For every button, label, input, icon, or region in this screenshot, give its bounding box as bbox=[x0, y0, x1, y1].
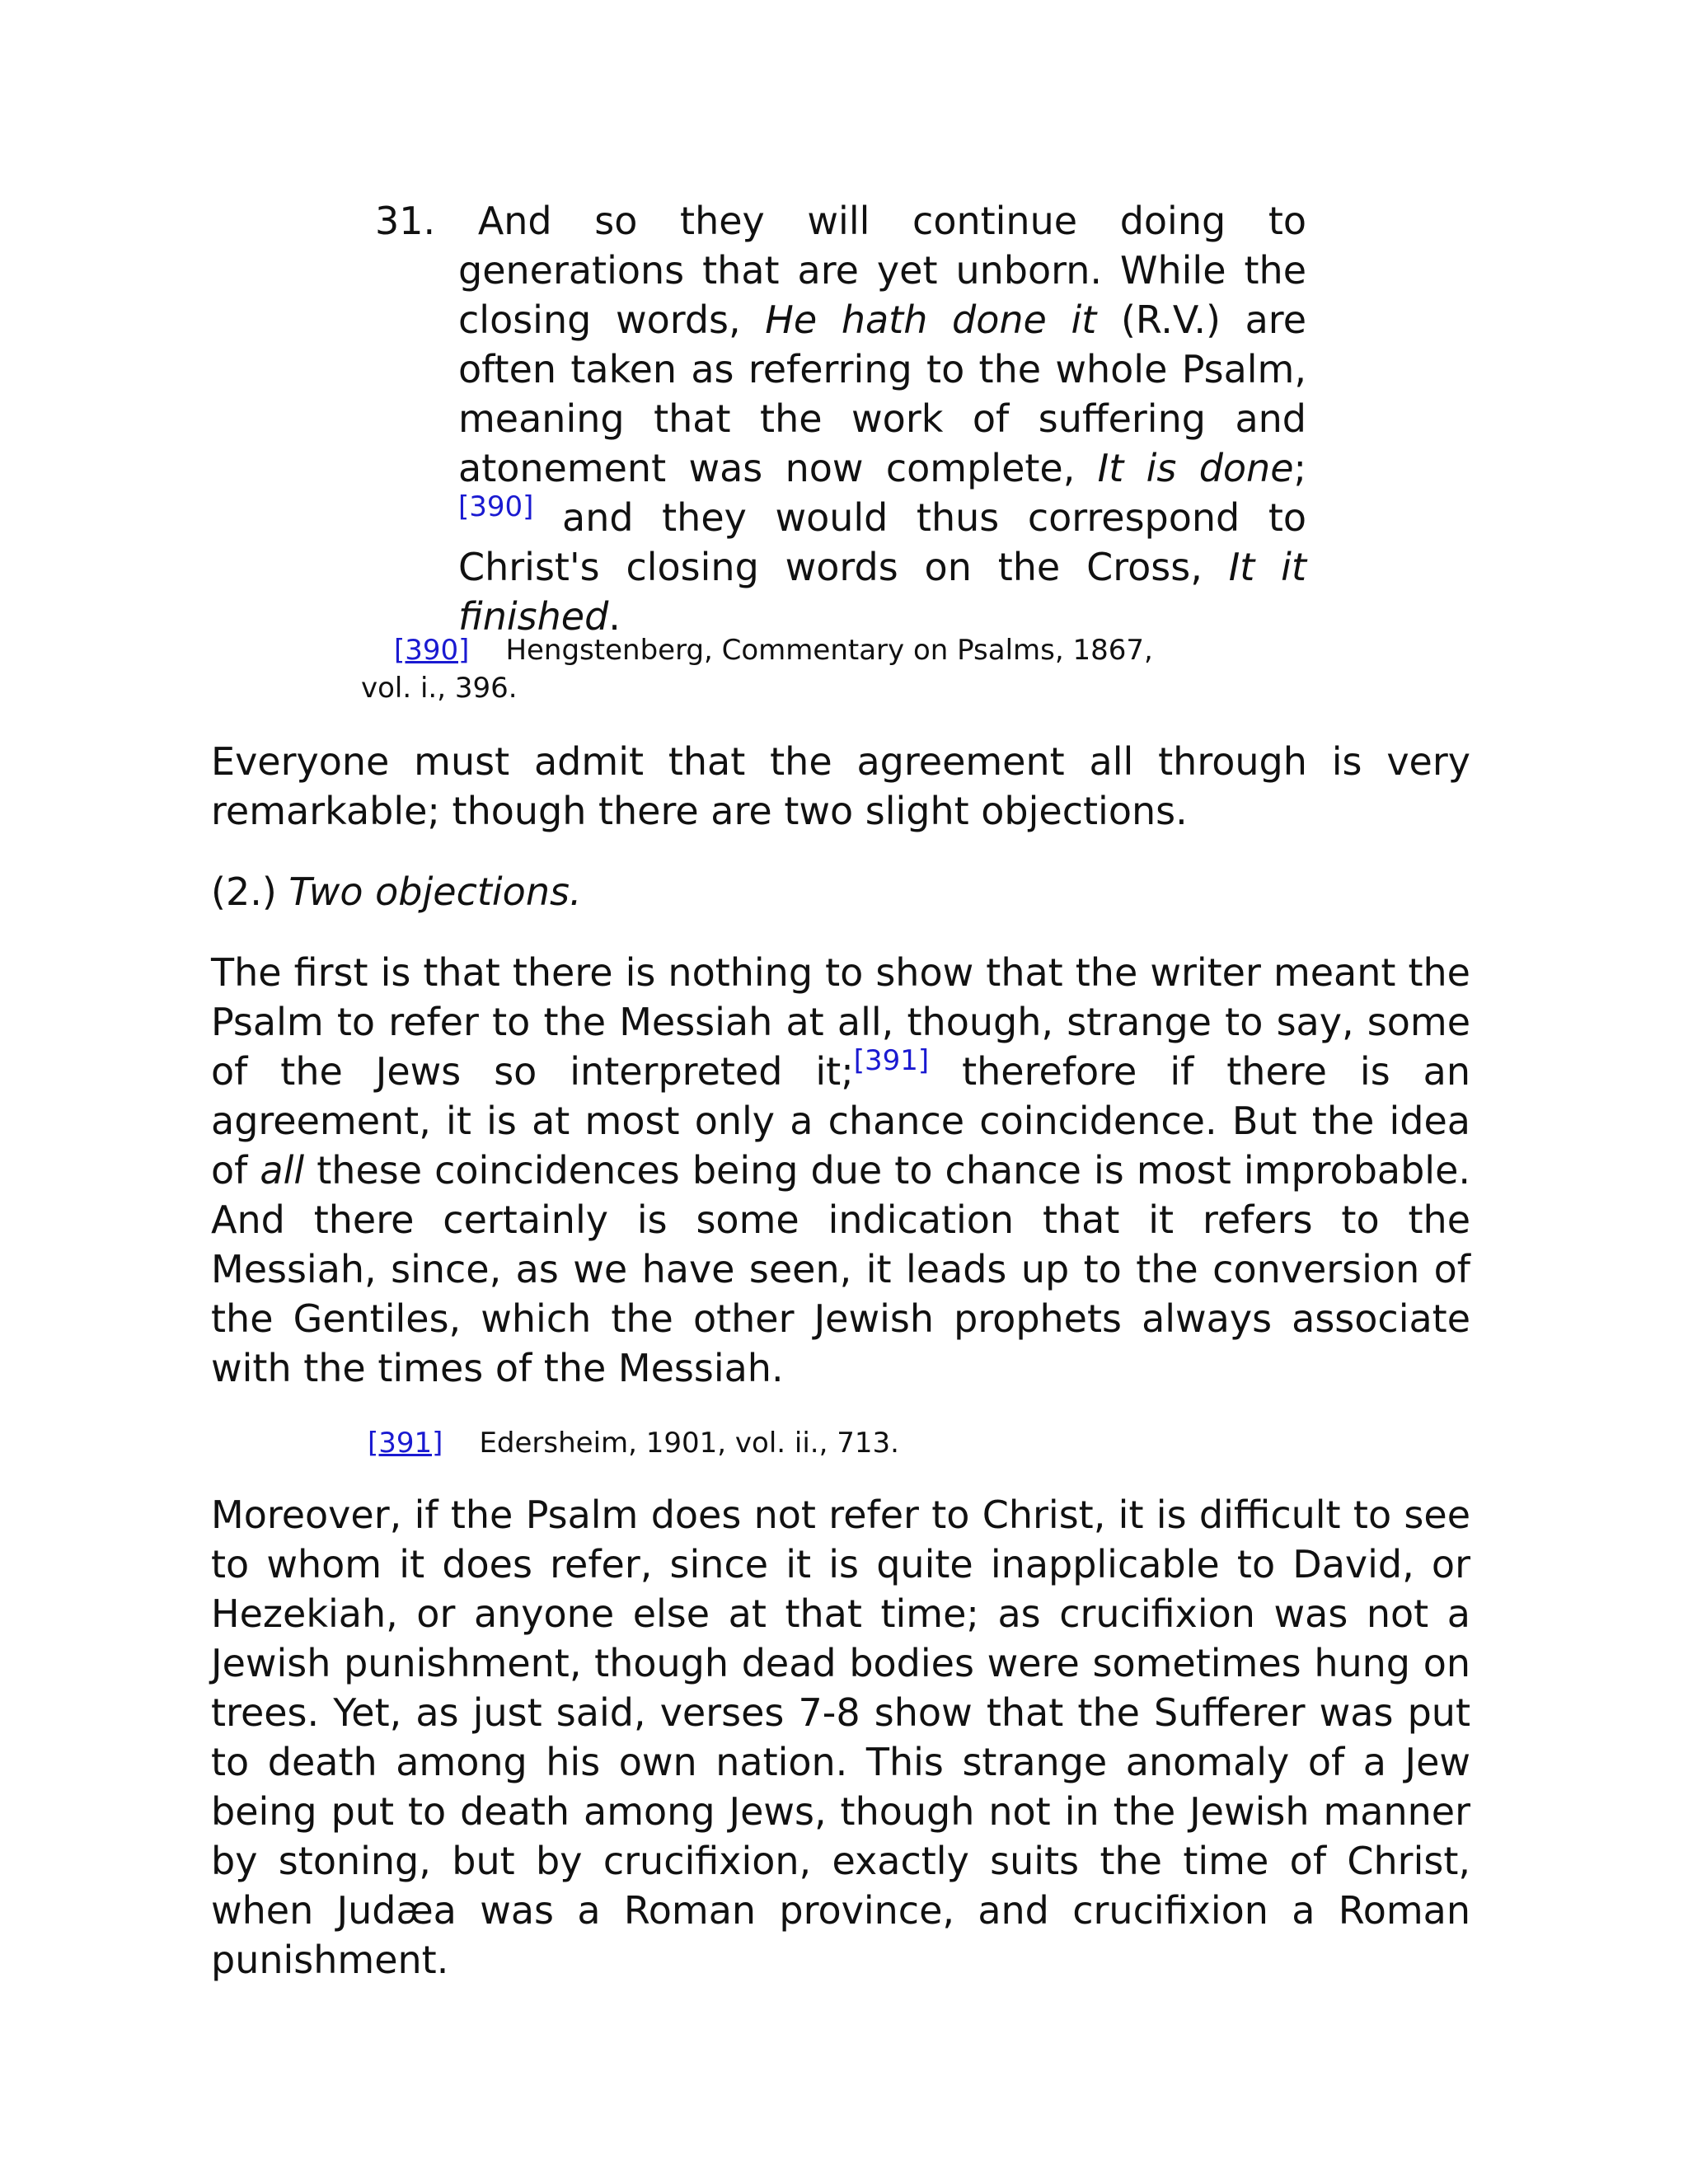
paragraph-text-part: therefore if there is an agreement, it is at most only a chance coincidence. But the idea of bbox=[211, 1049, 1470, 1193]
paragraph-moreover: Moreover, if the Psalm does not refer to Christ, it is difficult to see to whom it does refer, since it is quite inapplicable to David, or Hezekiah, or anyone else at that time; as crucifixion was not a Jewish punishment, though dead bodies were sometimes hung on trees. Yet, as just said, verses 7-8 show that the Sufferer was put to death among his own nation. This strange anomaly of a Jew being put to death among Jews, though not in the Jewish manner by stoning, but by crucifixion, exactly suits the time of Christ, when Judæa was a Roman province, and crucifixion a Roman punishment. bbox=[211, 1493, 1470, 1982]
paragraph-text-part: The first is that there is nothing to show that the writer meant the Psalm to refer to the Messiah at all, though, strange to say, some of the Jews so interpreted it; bbox=[211, 950, 1470, 1094]
verse-italic-phrase: It is done bbox=[1097, 446, 1294, 490]
footnote-text: Hengstenberg, Commentary on Psalms, 1867, bbox=[505, 634, 1153, 667]
heading-title: Two objections. bbox=[288, 869, 582, 914]
verse-text-part: . bbox=[608, 594, 621, 639]
footnote-ref-390[interactable]: [390] bbox=[458, 490, 534, 523]
paragraph-agreement: Everyone must admit that the agreement all through is very remarkable; though there are two slight objections. bbox=[211, 739, 1470, 833]
verse-text-part: (R.V.) are often taken as referring to the whole Psalm, meaning that the work of suffering and atonement was now complete, bbox=[458, 298, 1307, 490]
verse-italic-phrase: It it finished bbox=[458, 545, 1306, 639]
footnote-391 bbox=[368, 1424, 1192, 1462]
section-heading bbox=[211, 867, 1470, 916]
footnote-ref-391[interactable]: [391] bbox=[853, 1044, 930, 1077]
footnote-backlink-390[interactable]: [390] bbox=[394, 634, 470, 667]
verse-text bbox=[375, 196, 1307, 641]
verse-number: 31. bbox=[375, 199, 436, 243]
paragraph-text-part: these coincidences being due to chance is most improbable. And there certainly is some indication that it refers to the Messiah, since, as we have seen, it leads up to the conversion of the Gentiles, which the other Jewish prophets always associate with the times of the Messiah. bbox=[211, 1148, 1470, 1390]
footnote-390 bbox=[361, 631, 1218, 707]
paragraph-italic-word: all bbox=[260, 1148, 305, 1193]
verse-text-part: ; bbox=[1293, 446, 1306, 490]
verse-italic-phrase: He hath done it bbox=[765, 298, 1097, 342]
footnote-text: Edersheim, 1901, vol. ii., 713. bbox=[479, 1427, 899, 1460]
verse-text-part: and they would thus correspond to Christ's closing words on the Cross, bbox=[458, 495, 1306, 589]
footnote-backlink-391[interactable]: [391] bbox=[368, 1427, 443, 1460]
heading-number: (2.) bbox=[211, 869, 289, 914]
paragraph-first-objection bbox=[211, 948, 1470, 1393]
verse-text-part: And so they will continue doing to generations that are yet unborn. While the closing words, bbox=[458, 199, 1306, 342]
verse-31 bbox=[375, 196, 1306, 641]
footnote-text-continued: vol. i., 396. bbox=[361, 672, 518, 705]
